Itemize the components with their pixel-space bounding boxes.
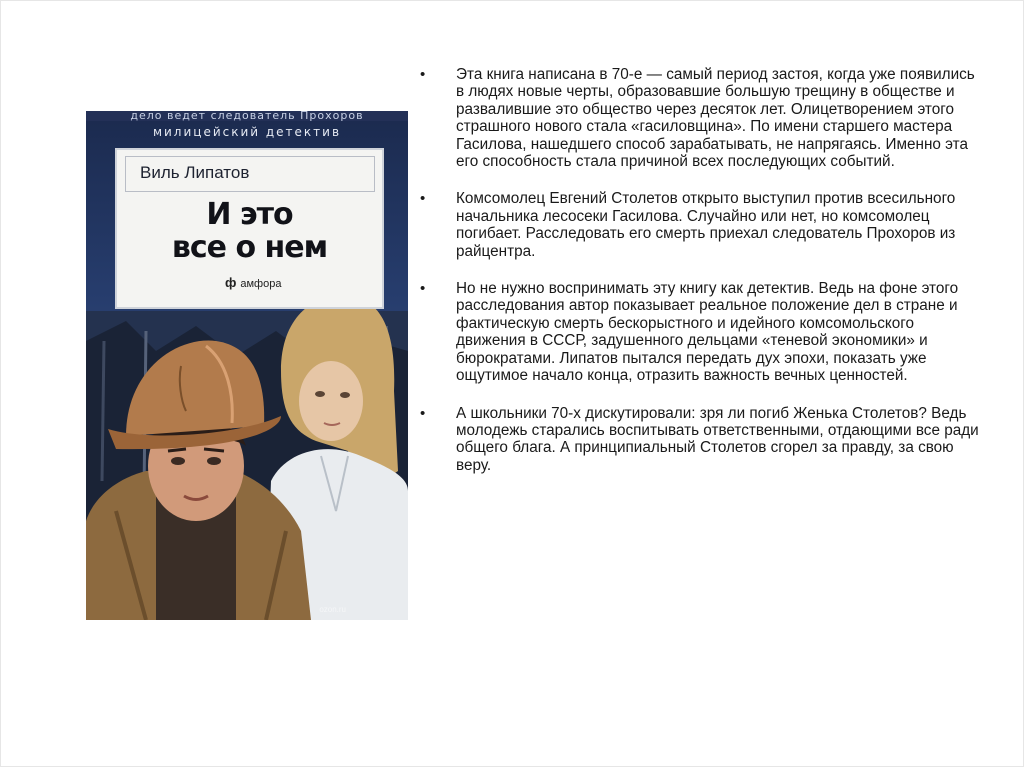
cover-author-box <box>125 156 375 192</box>
list-item <box>420 66 980 170</box>
bullet-text: А школьники 70-х дискутировали: зря ли погиб Женька Столетов? Ведь молодежь старались воспитывать ответственными, отдающими все ради общего блага. А принципиальный Столетов сгорел за правду, за свою веру. <box>456 404 979 474</box>
bullet-icon: • <box>420 404 426 422</box>
book-cover-image <box>86 111 408 620</box>
bullet-text: Но не нужно воспринимать эту книгу как детектив. Ведь на фоне этого расследования автор показывает реальное положение дел в стране и фактическую смерть бескорыстного и идейного комсомольского движения в СССР, задушенного дельцами «теневой экономики» и бюрократами. Липатов пытался передать дух эпохи, показать уже ощутимое начало конца, отразить важность вечных ценностей. <box>456 280 959 385</box>
bullet-list <box>420 66 980 494</box>
cover-author: Виль Липатов <box>140 163 250 182</box>
bullet-icon: • <box>420 190 426 208</box>
bullet-icon: • <box>420 66 426 83</box>
bullet-icon: • <box>420 280 426 298</box>
cover-title-plate <box>115 148 384 309</box>
cover-publisher <box>225 275 281 290</box>
publisher-name: амфора <box>240 278 282 290</box>
list-item <box>420 190 980 260</box>
cover-series-label: милицейский детектив <box>152 125 342 139</box>
bullet-text: Эта книга написана в 70-е — самый период застоя, когда уже появились в людях новые черты, образовавшие большую трещину в обществе и развалившие это общество через десяток лет. Олицетворением этого страшного нового стала «гасиловщина». По имени старшего мастера Гасилова, нашедшего способ зарабатывать, не напрягаясь. Именно эта его способность стала причиной всех последующих событий. <box>456 66 975 171</box>
cover-title-line2: все о нем <box>171 230 328 265</box>
publisher-logo: ф <box>225 275 237 290</box>
cover-top-strip: дело ведет следователь Прохоров <box>86 111 408 121</box>
cover-watermark: ozon.ru <box>319 605 346 614</box>
cover-title <box>117 198 382 264</box>
list-item <box>420 405 980 475</box>
bullet-text: Комсомолец Евгений Столетов открыто выступил против всесильного начальника лесосеки Гасилова. Случайно или нет, но комсомолец погибает. Расследовать его смерть приехал следователь Прохоров из райцентра. <box>456 190 956 260</box>
list-item <box>420 280 980 384</box>
cover-title-line1: И это <box>206 197 293 232</box>
